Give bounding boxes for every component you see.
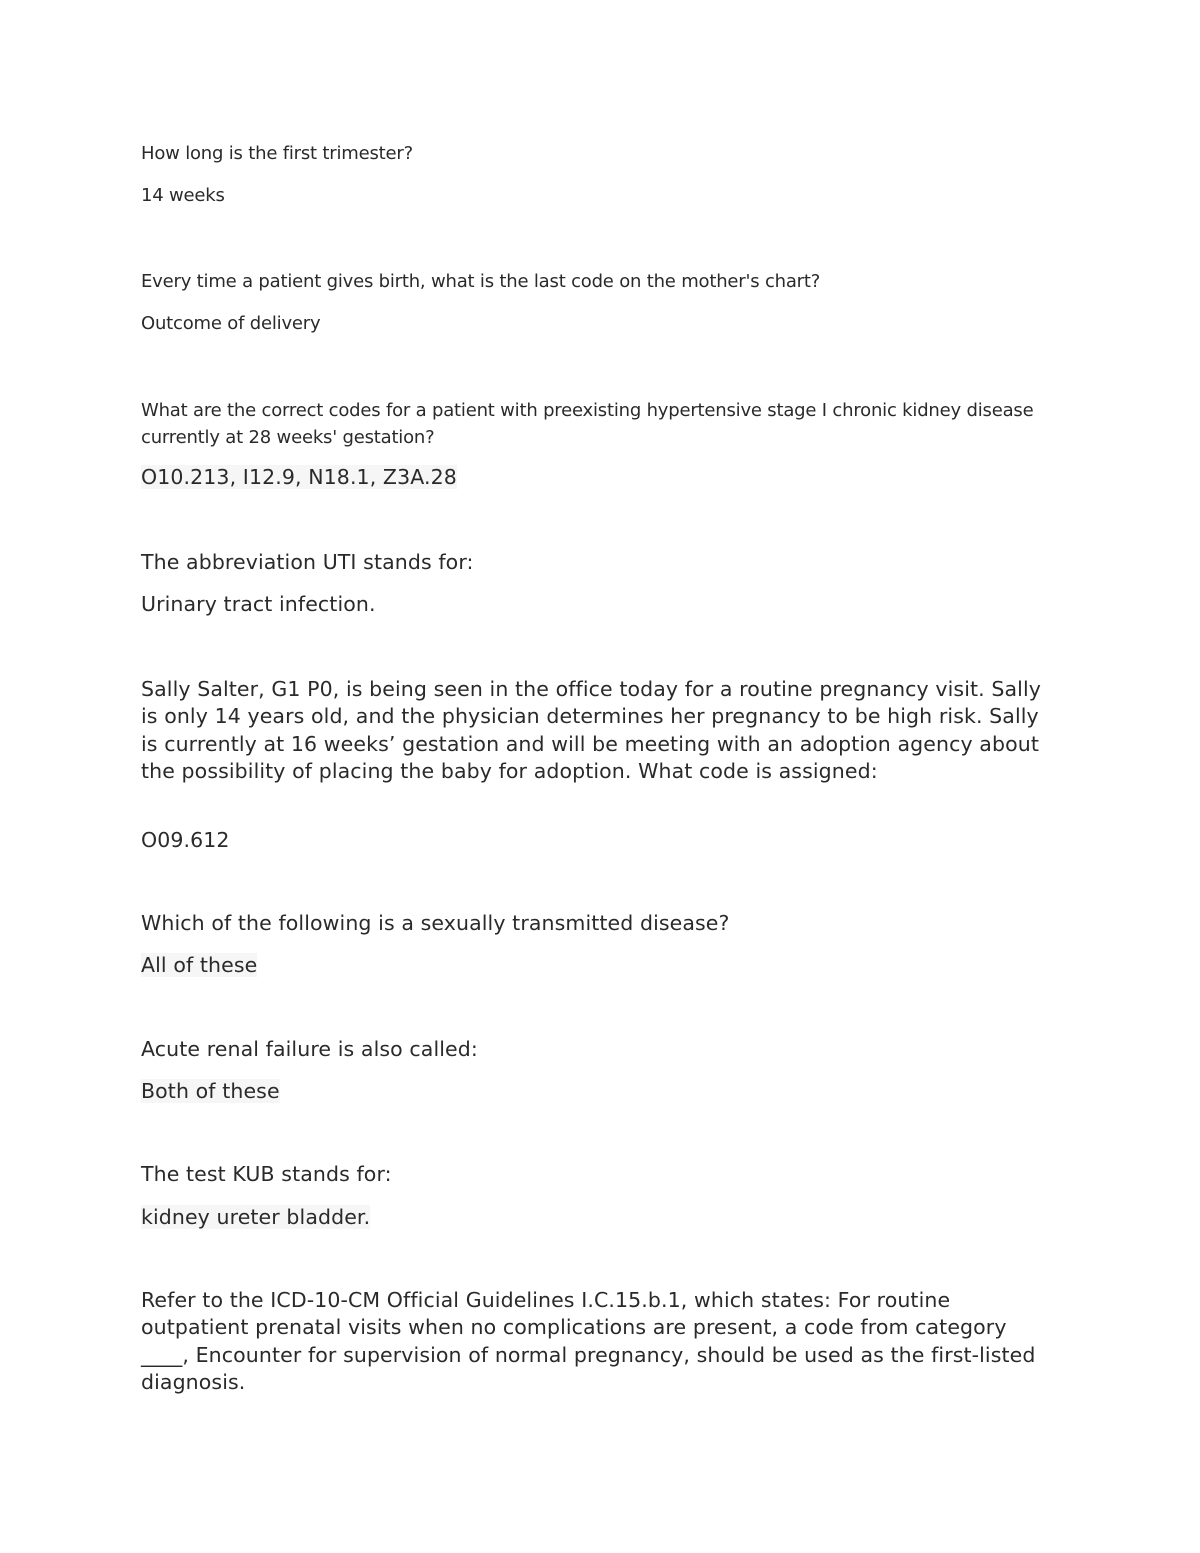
question-9: Refer to the ICD-10-CM Official Guidelines I.C.15.b.1, which states: For routine outpatient prenatal visits when no complications are present, a code from category ____, Encounter for supervision of normal pregnancy, should be used as the first-listed diagnosis.	[141, 1288, 1043, 1394]
question-1: How long is the first trimester?	[141, 143, 413, 164]
question-7: Acute renal failure is also called:	[141, 1037, 478, 1061]
question-5: Sally Salter, G1 P0, is being seen in the office today for a routine pregnancy visit. Sally is only 14 years old, and the physician determines her pregnancy to be high risk. Sally is currently at 16 weeks’ gestation and will be meeting with an adoption agency about the possibility of placing the baby for adoption. What code is assigned:	[141, 677, 1048, 783]
question-4: The abbreviation UTI stands for:	[141, 550, 474, 574]
answer-2: Outcome of delivery	[141, 313, 321, 334]
answer-4: Urinary tract infection.	[141, 592, 376, 616]
answer-3: O10.213, I12.9, N18.1, Z3A.28	[141, 465, 457, 489]
answer-7: Both of these	[141, 1079, 280, 1103]
answer-8: kidney ureter bladder.	[141, 1205, 371, 1229]
question-3: What are the correct codes for a patient with preexisting hypertensive stage I chronic kidney disease currently at 28 weeks' gestation?	[141, 400, 1039, 448]
question-8: The test KUB stands for:	[141, 1162, 392, 1186]
answer-1: 14 weeks	[141, 185, 225, 206]
question-6: Which of the following is a sexually transmitted disease?	[141, 911, 730, 935]
answer-6: All of these	[141, 953, 258, 977]
answer-5: O09.612	[141, 828, 230, 852]
question-2: Every time a patient gives birth, what is the last code on the mother's chart?	[141, 271, 821, 292]
